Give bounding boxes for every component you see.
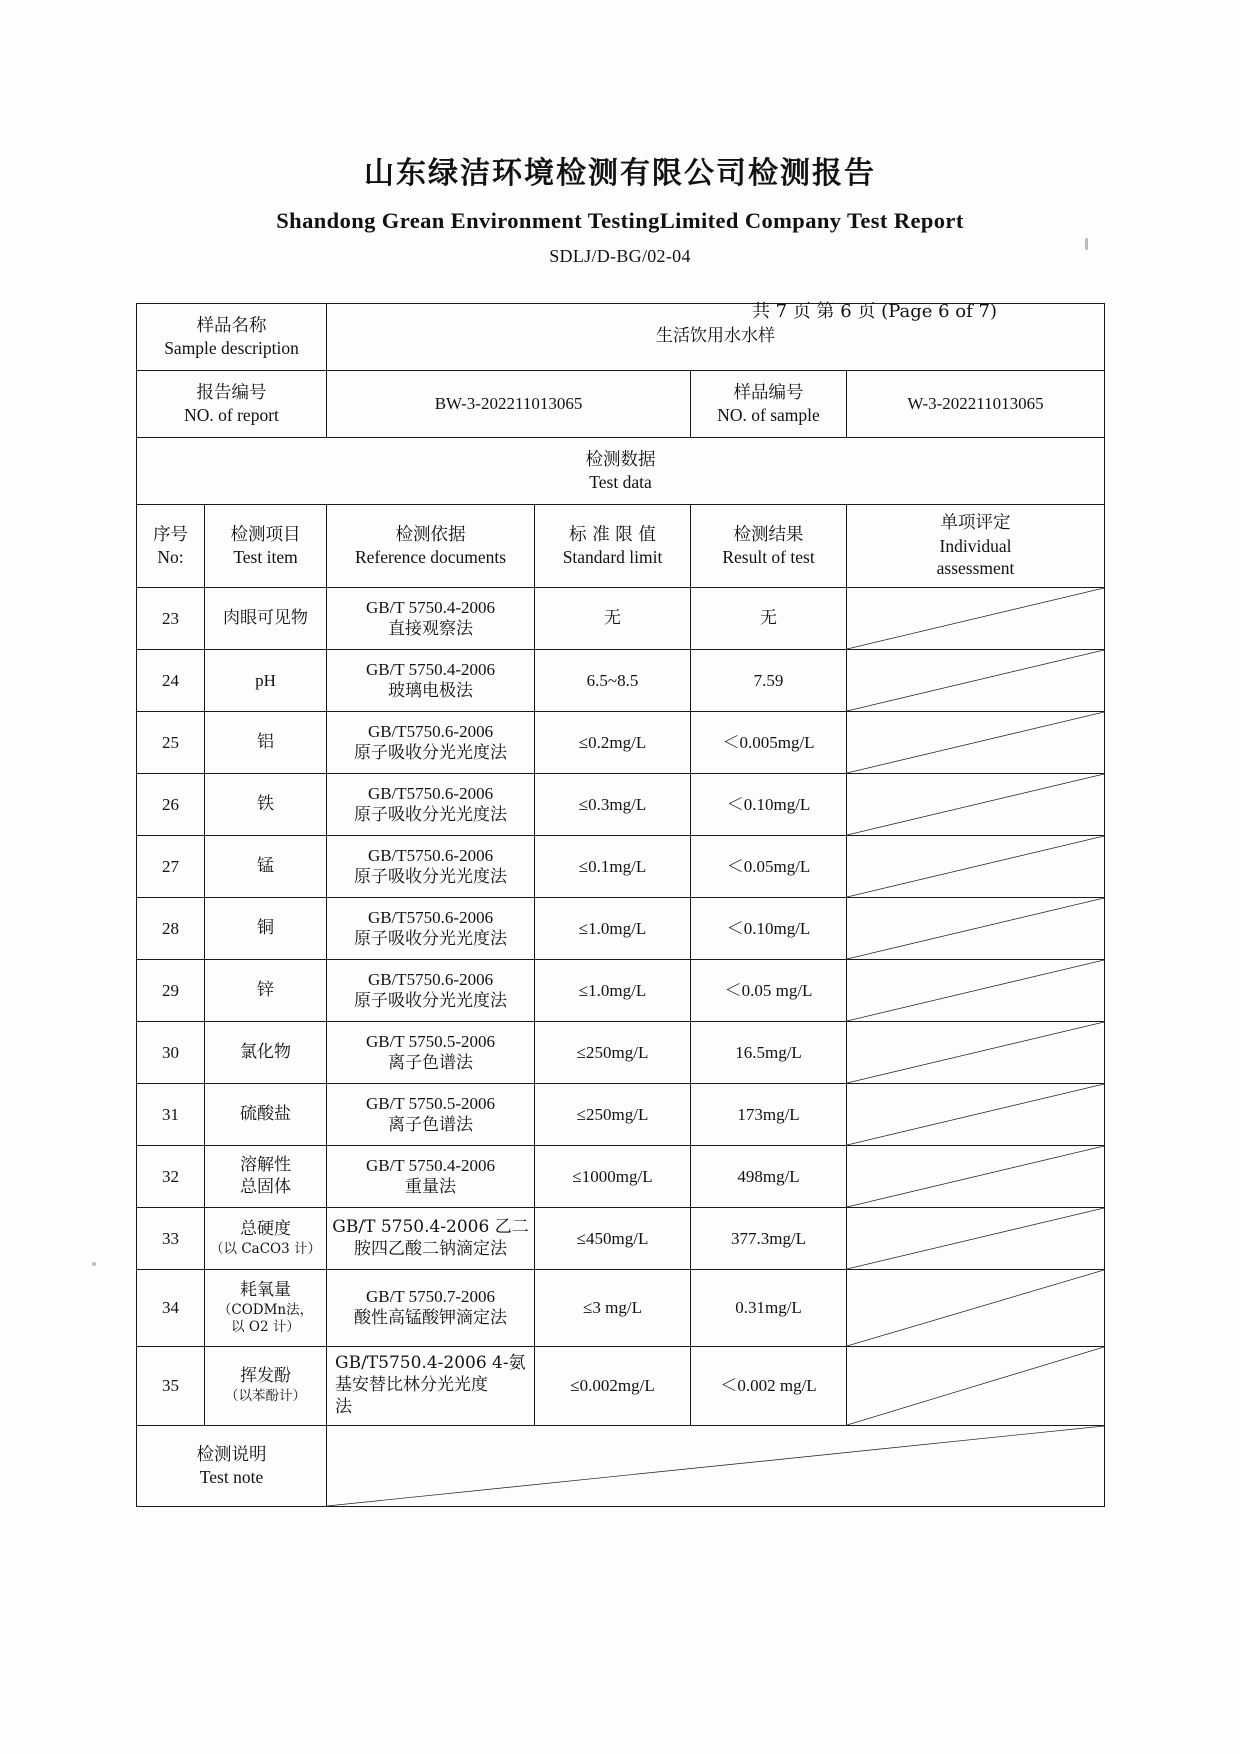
row-reference: GB/T 5750.5-2006 离子色谱法 <box>327 1084 535 1146</box>
row-test-item: 肉眼可见物 <box>205 588 327 650</box>
row-no: 29 <box>137 960 205 1022</box>
row-test-item: 溶解性 总固体 <box>205 1146 327 1208</box>
row-result: 377.3mg/L <box>691 1208 847 1270</box>
row-reference: GB/T 5750.7-2006 酸性高锰酸钾滴定法 <box>327 1270 535 1347</box>
row-no: 34 <box>137 1270 205 1347</box>
row-assessment <box>847 774 1105 836</box>
report-header <box>0 0 1240 267</box>
table-row <box>137 774 1105 836</box>
table-row-test-data-banner <box>137 438 1105 505</box>
sample-no-label: 样品编号 NO. of sample <box>691 371 847 438</box>
scan-artifact <box>1085 238 1088 250</box>
column-header-reference: 检测依据 Reference documents <box>327 505 535 588</box>
table-row <box>137 650 1105 712</box>
row-reference: GB/T5750.6-2006 原子吸收分光光度法 <box>327 898 535 960</box>
row-no: 35 <box>137 1347 205 1426</box>
row-result: 498mg/L <box>691 1146 847 1208</box>
table-row <box>137 1208 1105 1270</box>
row-standard-limit: ≤250mg/L <box>535 1084 691 1146</box>
test-report-table <box>136 303 1105 1507</box>
row-standard-limit: ≤250mg/L <box>535 1022 691 1084</box>
row-result: 0.31mg/L <box>691 1270 847 1347</box>
row-result: ＜0.10mg/L <box>691 774 847 836</box>
row-test-item: 铜 <box>205 898 327 960</box>
page-indicator: 共 7 页 第 6 页 (Page 6 of 7) <box>751 301 997 322</box>
table-row <box>137 712 1105 774</box>
table-row <box>137 1084 1105 1146</box>
row-test-item: 挥发酚 （以苯酚计） <box>205 1347 327 1426</box>
report-no-value: BW-3-202211013065 <box>327 371 691 438</box>
row-standard-limit: ≤3 mg/L <box>535 1270 691 1347</box>
row-standard-limit: ≤1.0mg/L <box>535 960 691 1022</box>
row-assessment <box>847 1022 1105 1084</box>
column-header-assessment: 单项评定 Individual assessment <box>847 505 1105 588</box>
row-assessment <box>847 1146 1105 1208</box>
row-no: 33 <box>137 1208 205 1270</box>
row-standard-limit: ≤0.3mg/L <box>535 774 691 836</box>
row-assessment <box>847 1208 1105 1270</box>
row-assessment <box>847 1347 1105 1426</box>
row-reference: GB/T5750.6-2006 原子吸收分光光度法 <box>327 836 535 898</box>
row-result: ＜0.005mg/L <box>691 712 847 774</box>
row-reference: GB/T 5750.4-2006 玻璃电极法 <box>327 650 535 712</box>
table-row <box>137 898 1105 960</box>
row-result: 173mg/L <box>691 1084 847 1146</box>
row-test-item: 耗氧量 （CODMn法， 以 O2 计） <box>205 1270 327 1347</box>
row-standard-limit: ≤0.002mg/L <box>535 1347 691 1426</box>
row-standard-limit: 无 <box>535 588 691 650</box>
row-test-item: 硫酸盐 <box>205 1084 327 1146</box>
column-header-result: 检测结果 Result of test <box>691 505 847 588</box>
row-test-item: pH <box>205 650 327 712</box>
table-row <box>137 1270 1105 1347</box>
report-no-label: 报告编号 NO. of report <box>137 371 327 438</box>
row-no: 30 <box>137 1022 205 1084</box>
row-assessment <box>847 1270 1105 1347</box>
row-no: 31 <box>137 1084 205 1146</box>
row-reference: GB/T 5750.4-2006 乙二 胺四乙酸二钠滴定法 <box>327 1208 535 1270</box>
row-no: 27 <box>137 836 205 898</box>
table-row-sample-description <box>137 304 1105 371</box>
row-assessment <box>847 588 1105 650</box>
row-reference: GB/T5750.4-2006 4-氨 基安替比林分光光度 法 <box>327 1347 535 1426</box>
row-test-item: 铝 <box>205 712 327 774</box>
row-reference: GB/T5750.6-2006 原子吸收分光光度法 <box>327 712 535 774</box>
sample-description-label: 样品名称 Sample description <box>137 304 327 371</box>
test-note-value <box>327 1426 1105 1507</box>
column-header-test-item: 检测项目 Test item <box>205 505 327 588</box>
row-assessment <box>847 650 1105 712</box>
test-data-banner: 检测数据 Test data <box>137 438 1105 505</box>
row-reference: GB/T 5750.4-2006 直接观察法 <box>327 588 535 650</box>
row-standard-limit: ≤1.0mg/L <box>535 898 691 960</box>
table-row <box>137 960 1105 1022</box>
row-no: 25 <box>137 712 205 774</box>
row-assessment <box>847 898 1105 960</box>
document-code: SDLJ/D-BG/02-04 <box>549 246 691 266</box>
row-test-item: 锌 <box>205 960 327 1022</box>
sample-description-value: 生活饮用水水样 <box>327 304 1105 371</box>
row-standard-limit: 6.5~8.5 <box>535 650 691 712</box>
row-result: ＜0.002 mg/L <box>691 1347 847 1426</box>
table-row <box>137 836 1105 898</box>
row-standard-limit: ≤1000mg/L <box>535 1146 691 1208</box>
table-header-row <box>137 505 1105 588</box>
table-row-report-numbers <box>137 371 1105 438</box>
scan-artifact <box>92 1262 96 1266</box>
test-note-label: 检测说明 Test note <box>137 1426 327 1507</box>
row-result: ＜0.05mg/L <box>691 836 847 898</box>
row-result: 无 <box>691 588 847 650</box>
row-no: 32 <box>137 1146 205 1208</box>
column-header-standard-limit: 标 准 限 值 Standard limit <box>535 505 691 588</box>
row-reference: GB/T5750.6-2006 原子吸收分光光度法 <box>327 960 535 1022</box>
table-row <box>137 1022 1105 1084</box>
row-standard-limit: ≤0.2mg/L <box>535 712 691 774</box>
row-test-item: 总硬度 （以 CaCO3 计） <box>205 1208 327 1270</box>
row-standard-limit: ≤450mg/L <box>535 1208 691 1270</box>
row-test-item: 锰 <box>205 836 327 898</box>
row-result: 7.59 <box>691 650 847 712</box>
table-row <box>137 1146 1105 1208</box>
row-no: 26 <box>137 774 205 836</box>
row-result: ＜0.05 mg/L <box>691 960 847 1022</box>
row-reference: GB/T 5750.5-2006 离子色谱法 <box>327 1022 535 1084</box>
table-row <box>137 1347 1105 1426</box>
table-row-test-note <box>137 1426 1105 1507</box>
row-reference: GB/T 5750.4-2006 重量法 <box>327 1146 535 1208</box>
row-result: ＜0.10mg/L <box>691 898 847 960</box>
company-title-en: Shandong Grean Environment TestingLimited Company Test Report <box>276 208 964 233</box>
column-header-no: 序号 No: <box>137 505 205 588</box>
row-assessment <box>847 712 1105 774</box>
row-assessment <box>847 836 1105 898</box>
table-row <box>137 588 1105 650</box>
row-no: 28 <box>137 898 205 960</box>
row-test-item: 铁 <box>205 774 327 836</box>
company-title-cn: 山东绿洁环境检测有限公司检测报告 <box>364 156 876 191</box>
row-no: 24 <box>137 650 205 712</box>
row-assessment <box>847 1084 1105 1146</box>
row-result: 16.5mg/L <box>691 1022 847 1084</box>
row-standard-limit: ≤0.1mg/L <box>535 836 691 898</box>
row-no: 23 <box>137 588 205 650</box>
sample-no-value: W-3-202211013065 <box>847 371 1105 438</box>
row-test-item: 氯化物 <box>205 1022 327 1084</box>
row-assessment <box>847 960 1105 1022</box>
row-reference: GB/T5750.6-2006 原子吸收分光光度法 <box>327 774 535 836</box>
